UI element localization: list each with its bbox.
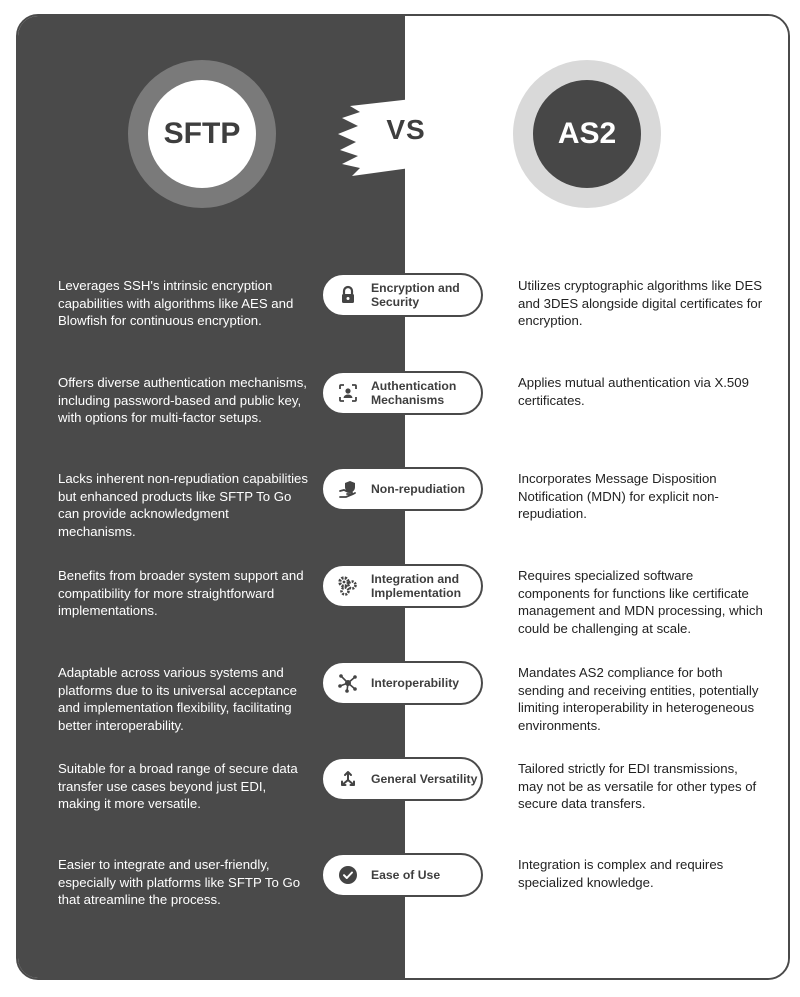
category-label: Non-repudiation: [371, 482, 466, 496]
vs-label: VS: [386, 114, 426, 145]
as2-description: Integration is complex and requires specialized knowledge.: [518, 857, 724, 890]
sftp-description: Suitable for a broad range of secure data transfer use cases beyond just EDI, making it more versatile.: [58, 761, 298, 811]
category-pill: [321, 371, 483, 415]
gears-icon: [337, 575, 359, 597]
category-label: Interoperability: [371, 676, 460, 690]
lock-icon: [337, 284, 359, 306]
as2-description: Utilizes cryptographic algorithms like DES and 3DES alongside digital certificates for encryption.: [518, 278, 763, 328]
vs-brush: [336, 84, 476, 180]
category-pill: [321, 853, 483, 897]
sftp-description: Benefits from broader system support and compatibility for more straightforward implementations.: [58, 568, 304, 618]
category-pill: [321, 757, 483, 801]
face-scan-icon: [337, 382, 359, 404]
sftp-description: Offers diverse authentication mechanisms, including password-based and public key, with options for multi-factor setups.: [58, 375, 307, 425]
category-pill: [321, 661, 483, 705]
category-label: Ease of Use: [371, 868, 441, 882]
as2-description: Requires specialized software components for functions like certificate management and MDN processing, which could be challenging at scale.: [518, 568, 763, 636]
as2-description: Incorporates Message Disposition Notification (MDN) for explicit non-repudiation.: [518, 471, 719, 521]
network-nodes-icon: [337, 672, 359, 694]
branching-arrows-icon: [337, 768, 359, 790]
sftp-description: Easier to integrate and user-friendly, especially with platforms like SFTP To Go that atreamline the process.: [58, 857, 301, 907]
sftp-title: SFTP: [148, 80, 256, 188]
category-pill: [321, 467, 483, 511]
sftp-description: Leverages SSH's intrinsic encryption capabilities with algorithms like AES and Blowfish for continuous encryption.: [58, 278, 294, 328]
category-label: Integration and Implementation: [371, 572, 462, 600]
sftp-badge: [128, 60, 276, 208]
as2-badge: [513, 60, 661, 208]
as2-description: Tailored strictly for EDI transmissions, may not be as versatile for other types of secure data transfers.: [518, 761, 757, 811]
category-pill: [321, 564, 483, 608]
sftp-description: Lacks inherent non-repudiation capabilities but enhanced products like SFTP To Go can provide acknowledgment mechanisms.: [58, 471, 308, 539]
category-label: Authentication Mechanisms: [371, 379, 457, 407]
as2-description: Applies mutual authentication via X.509 certificates.: [518, 375, 749, 408]
check-circle-icon: [337, 864, 359, 886]
as2-title: AS2: [533, 80, 641, 188]
as2-description: Mandates AS2 compliance for both sending and receiving entities, potentially limiting interoperability in heterogeneous environments.: [518, 665, 759, 733]
category-label: Encryption and Security: [371, 281, 460, 309]
category-label: General Versatility: [371, 772, 478, 786]
hand-shield-icon: [337, 478, 359, 500]
sftp-description: Adaptable across various systems and platforms due to its universal acceptance and implementation flexibility, facilitating better interoperability.: [58, 665, 297, 733]
category-pill: [321, 273, 483, 317]
